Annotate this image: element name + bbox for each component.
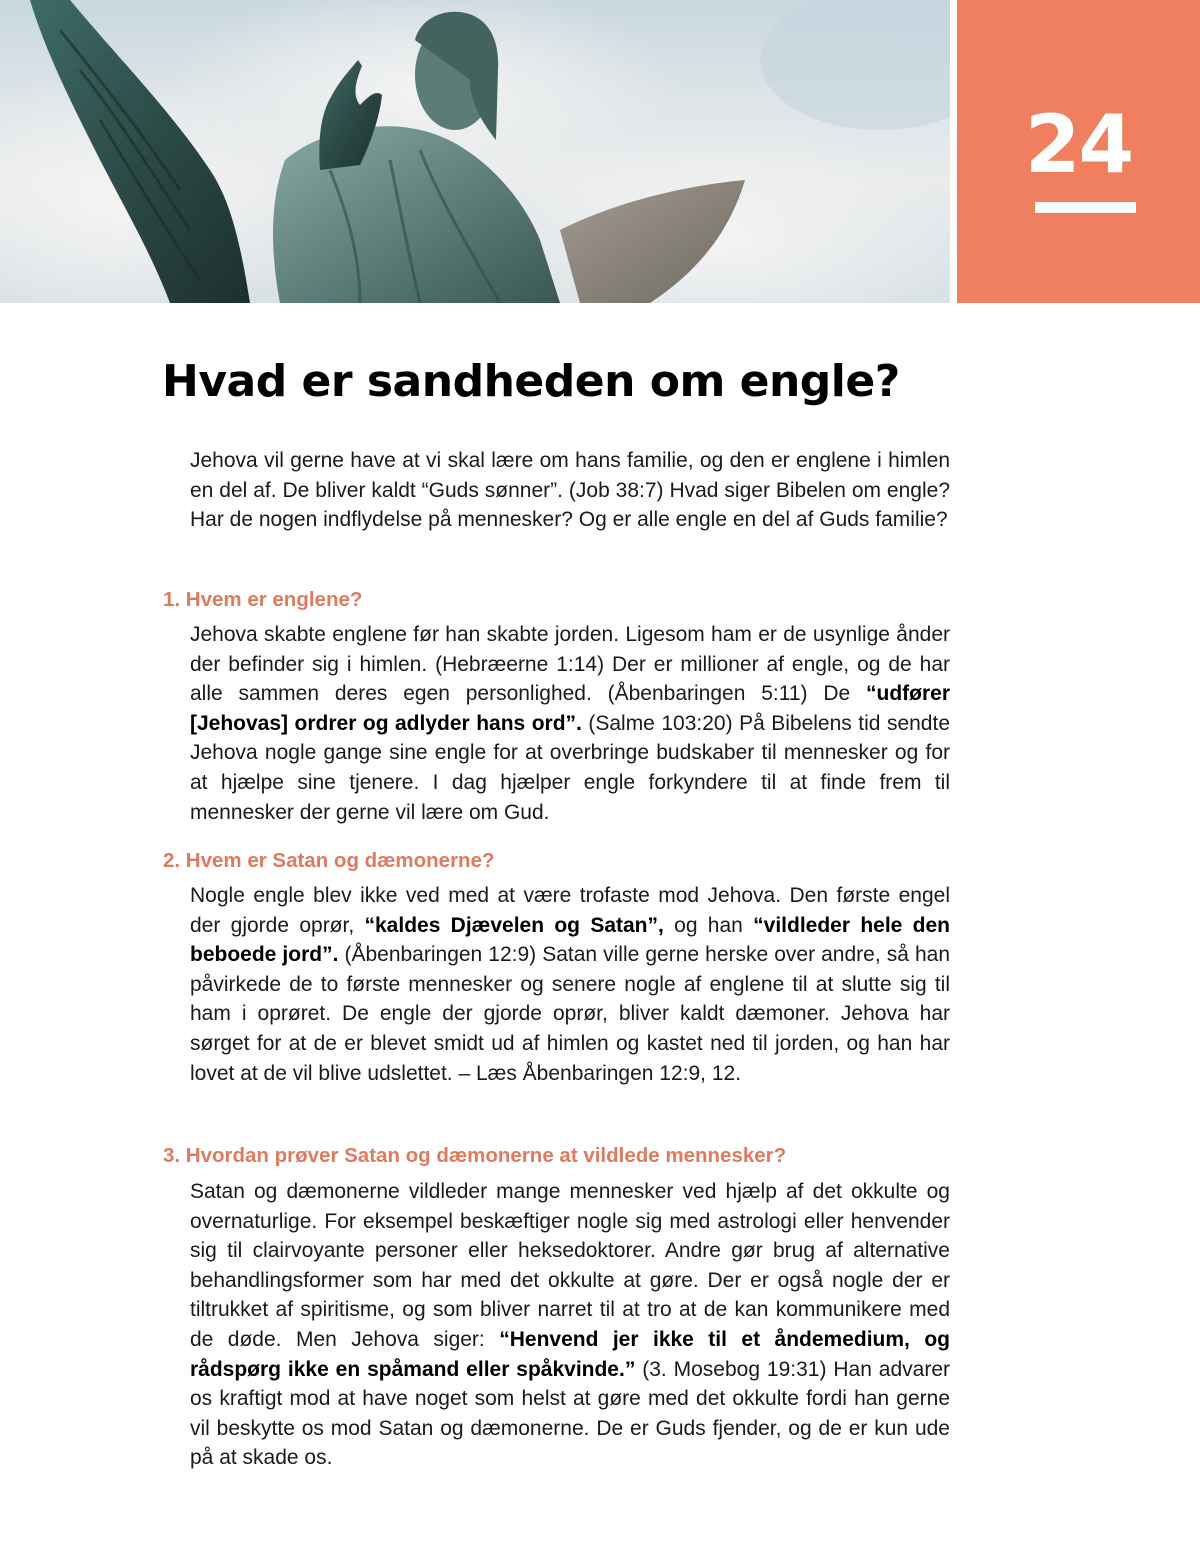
hero-image (0, 0, 950, 303)
scripture-quote: “vildleder hele den beboede jord”. (190, 913, 950, 967)
intro-paragraph: Jehova vil gerne have at vi skal lære om hans familie, og den er englene i himlen en del af. De bliver kaldt “Guds sønner”. (Job 38:7) Hvad siger Bibelen om engle? Har de nogen indflydelse på mennesker? Og er alle engle en del af Guds familie? (190, 449, 950, 532)
scripture-quote: “kaldes Djævelen og Satan”, (364, 913, 664, 937)
lesson-number-underline (1035, 202, 1136, 213)
lesson-number-badge (957, 0, 1200, 303)
section-1-body: Jehova skabte englene før han skabte jorden. Ligesom ham er de usynlige ånder der befinder sig i himlen. (Hebræerne 1:14) Der er millioner af engle, og de har alle sammen deres egen personlighed. (Åbenbaringen 5:11) De “udfører [Jehovas] ordrer og adlyder hans ord”. (Salme 103:20) På Bibelens tid sendte Jehova nogle gange sine engle for at overbringe budskaber til mennesker og for at hjælpe sine tjenere. I dag hjælper engle forkyndere til at finde frem til mennesker der gerne vil lære om Gud. (190, 623, 950, 824)
scripture-quote: “udfører [Jehovas] ordrer og adlyder hans ord”. (190, 682, 950, 735)
section-3-body: Satan og dæmonerne vildleder mange mennesker ved hjælp af det okkulte og overnaturlige. For eksempel beskæftiger nogle sig med astrologi eller henvender sig til clairvoyante personer eller heksedoktorer. Andre gør brug af alternative behandlingsformer som har med det okkulte at gøre. Der er også nogle der er tiltrukket af spiritisme, og som bliver narret til at tro at de kan kommunikere med de døde. Men Jehova siger: “Henvend jer ikke til et åndemedium, og rådspørg ikke en spåmand eller spåkvinde.” (3. Mosebog 19:31) Han advarer os kraftigt mod at have noget som helst at gøre med det okkulte fordi han gerne vil beskytte os mod Satan og dæmonerne. De er Guds fjender, og de er kun ude på at skade os. (190, 1180, 950, 1470)
page-title: Hvad er sandheden om engle? (162, 356, 900, 407)
lesson-number: 24 (1024, 98, 1133, 191)
section-2-body: Nogle engle blev ikke ved med at være trofaste mod Jehova. Den første engel der gjorde oprør, “kaldes Djævelen og Satan”, og han “vildleder hele den beboede jord”. (Åbenbaringen 12:9) Satan ville gerne herske over andre, så han påvirkede de to første mennesker og senere nogle af englene til at slutte sig til ham i oprøret. De engle der gjorde oprør, bliver kaldt dæmoner. Jehova har sørget for at de er blevet smidt ud af himlen og kastet ned til jorden, og han har lovet at de vil blive udslettet. – Læs Åbenbaringen 12:9, 12. (190, 884, 950, 1085)
section-2-heading: 2. Hvem er Satan og dæmonerne? (163, 849, 495, 872)
angel-statue-illustration (0, 0, 950, 303)
scripture-quote: “Henvend jer ikke til et åndemedium, og rådspørg ikke en spåmand eller spåkvinde.” (190, 1327, 950, 1381)
section-1-heading: 1. Hvem er englene? (163, 588, 363, 611)
section-3-heading: 3. Hvordan prøver Satan og dæmonerne at vildlede mennesker? (163, 1144, 787, 1167)
